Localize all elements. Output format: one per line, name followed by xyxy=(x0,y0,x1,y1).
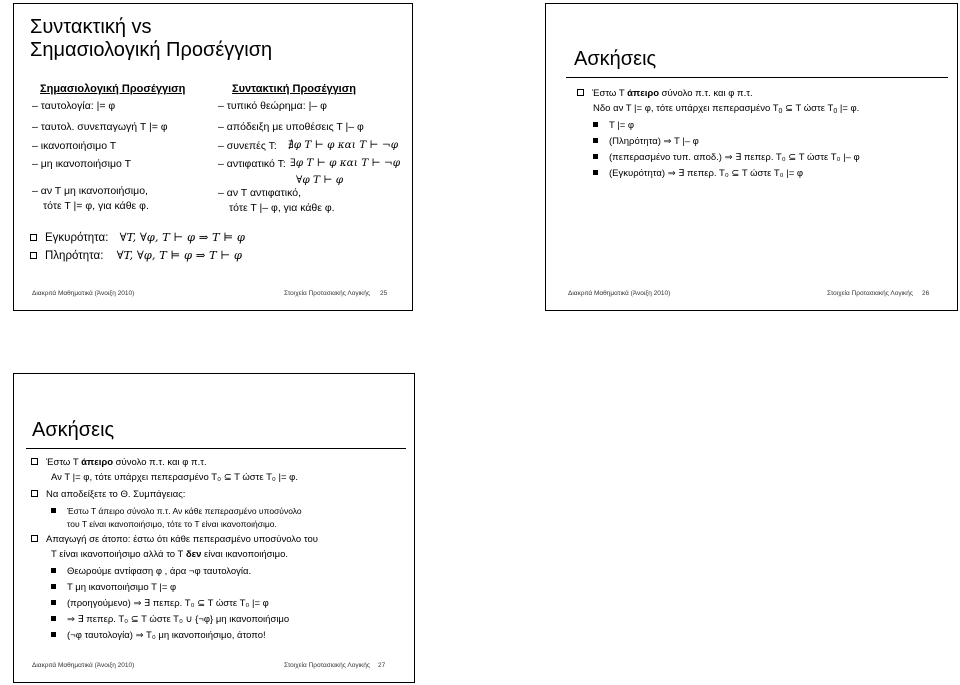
proof-step: (Πληρότητα) ⇒ Τ |– φ xyxy=(593,136,699,147)
square-bullet-icon xyxy=(30,252,37,259)
footer-course: Διακριτά Μαθηματικά (Άνοιξη 2010) xyxy=(32,662,135,669)
square-bullet-icon xyxy=(577,89,584,96)
soundness-row: Εγκυρότητα: ∀T, ∀φ, T ⊢ φ ⇒ T ⊨ φ xyxy=(30,230,245,244)
syntactic-item: – τυπικό θεώρημα: |– φ xyxy=(218,100,327,112)
exercise-statement: Έστω Τ άπειρο σύνολο π.τ. και φ π.τ. xyxy=(577,88,753,99)
footer-page-number: 27 xyxy=(378,662,386,669)
slide-25 xyxy=(13,3,413,311)
proof-step: Θεωρούμε αντίφαση φ , άρα ¬φ ταυτολογία. xyxy=(51,566,251,577)
syntactic-item: τότε Τ |– φ, για κάθε φ. xyxy=(229,202,335,214)
syntactic-item: – αντιφατικό Τ: xyxy=(218,158,286,170)
slide-title-line1: Συντακτική vs xyxy=(30,16,152,38)
bullet-icon xyxy=(51,600,56,605)
exercise-statement-line2: Νδο αν Τ |= φ, τότε υπάρχει πεπερασμένο $T_0$ ⊆ Τ ώστε $T_0$ |= φ. xyxy=(593,103,860,115)
compactness-task: Να αποδείξετε το Θ. Συμπάγειας: xyxy=(31,489,185,500)
proof-step: Τ μη ικανοποιήσιμο Τ |= φ xyxy=(51,582,176,593)
exercise-statement-line2: Αν Τ |= φ, τότε υπάρχει πεπερασμένο Τ₀ ⊆ Τ ώστε Τ₀ |= φ. xyxy=(51,472,298,483)
footer-course: Διακριτά Μαθηματικά (Άνοιξη 2010) xyxy=(32,290,135,297)
slide-title: Ασκήσεις xyxy=(32,419,115,441)
syntactic-header: Συντακτική Προσέγγιση xyxy=(232,83,356,95)
compactness-theorem-line2: του Τ είναι ικανοποιήσιμο, τότε το Τ είναι ικανοποιήσιμο. xyxy=(67,519,277,529)
semantic-item: – αν Τ μη ικανοποιήσιμο, xyxy=(32,185,148,197)
syntactic-item: – απόδειξη με υποθέσεις Τ |– φ xyxy=(218,121,364,133)
semantic-item: – μη ικανοποιήσιμο Τ xyxy=(32,158,131,170)
syntactic-item: – αν Τ αντιφατικό, xyxy=(218,187,301,199)
semantic-item: τότε Τ |= φ, για κάθε φ. xyxy=(43,200,149,212)
syntactic-item: – συνεπές Τ: xyxy=(218,140,277,152)
square-bullet-icon xyxy=(31,458,38,465)
semantic-item: – ταυτολ. συνεπαγωγή Τ |= φ xyxy=(32,121,168,133)
proof-step: Τ |= φ xyxy=(593,120,634,131)
title-divider xyxy=(566,77,948,78)
footer-topic: Στοιχεία Προτασιακής Λογικής xyxy=(284,662,371,669)
footer-topic: Στοιχεία Προτασιακής Λογικής xyxy=(284,290,371,297)
bullet-icon xyxy=(593,122,598,127)
footer-page-number: 25 xyxy=(380,290,388,297)
bullet-icon xyxy=(51,508,56,513)
slide-27 xyxy=(13,373,415,683)
consistent-formula: ∄φ T ⊢ φ και T ⊢ ¬φ xyxy=(288,139,399,151)
bullet-icon xyxy=(51,584,56,589)
bullet-icon xyxy=(51,616,56,621)
proof-step: (προηγούμενο) ⇒ ∃ πεπερ. Τ₀ ⊆ Τ ώστε Τ₀ |= φ xyxy=(51,598,269,609)
bullet-icon xyxy=(593,138,598,143)
semantic-header: Σημασιολογική Προσέγγιση xyxy=(40,83,186,95)
exercise-statement: Έστω Τ άπειρο σύνολο π.τ. και φ π.τ. xyxy=(31,457,207,468)
bullet-icon xyxy=(593,154,598,159)
contradiction-intro-line2: Τ είναι ικανοποιήσιμο αλλά το Τ δεν είναι ικανοποιήσιμο. xyxy=(51,549,288,560)
slide-26 xyxy=(545,3,958,311)
title-divider xyxy=(26,448,406,449)
contradiction-intro: Απαγωγή σε άτοπο: έστω ότι κάθε πεπερασμένο υποσύνολο του xyxy=(31,534,318,545)
completeness-row: Πληρότητα: ∀T, ∀φ, T ⊨ φ ⇒ T ⊢ φ xyxy=(30,248,242,262)
proof-step: (πεπερασμένο τυπ. αποδ.) ⇒ ∃ πεπερ. Τ₀ ⊆ Τ ώστε Τ₀ |– φ xyxy=(593,152,860,163)
bullet-icon xyxy=(51,632,56,637)
contradictory-formula-2: ∀φ T ⊢ φ xyxy=(296,174,344,186)
footer-topic: Στοιχεία Προτασιακής Λογικής xyxy=(827,290,914,297)
proof-step: ⇒ ∃ πεπερ. Τ₀ ⊆ Τ ώστε Τ₀ ∪ {¬φ} μη ικανοποιήσιμο xyxy=(51,614,289,625)
slide-title-line2: Σημασιολογική Προσέγγιση xyxy=(30,39,273,61)
slide-title: Ασκήσεις xyxy=(574,48,657,70)
proof-step: (¬φ ταυτολογία) ⇒ Τ₀ μη ικανοποιήσιμο, άτοπο! xyxy=(51,630,266,641)
footer-page-number: 26 xyxy=(922,290,930,297)
proof-step: (Εγκυρότητα) ⇒ ∃ πεπερ. Τ₀ ⊆ Τ ώστε Τ₀ |= φ xyxy=(593,168,803,179)
compactness-theorem: Έστω Τ άπειρο σύνολο π.τ. Αν κάθε πεπερασμένο υποσύνολο xyxy=(51,506,302,516)
square-bullet-icon xyxy=(31,535,38,542)
square-bullet-icon xyxy=(30,234,37,241)
contradictory-formula: ∃φ T ⊢ φ και T ⊢ ¬φ xyxy=(290,157,401,169)
semantic-item: – ταυτολογία: |= φ xyxy=(32,100,116,112)
square-bullet-icon xyxy=(31,490,38,497)
semantic-item: – ικανοποιήσιμο Τ xyxy=(32,140,117,152)
bullet-icon xyxy=(51,568,56,573)
footer-course: Διακριτά Μαθηματικά (Άνοιξη 2010) xyxy=(568,290,671,297)
bullet-icon xyxy=(593,170,598,175)
